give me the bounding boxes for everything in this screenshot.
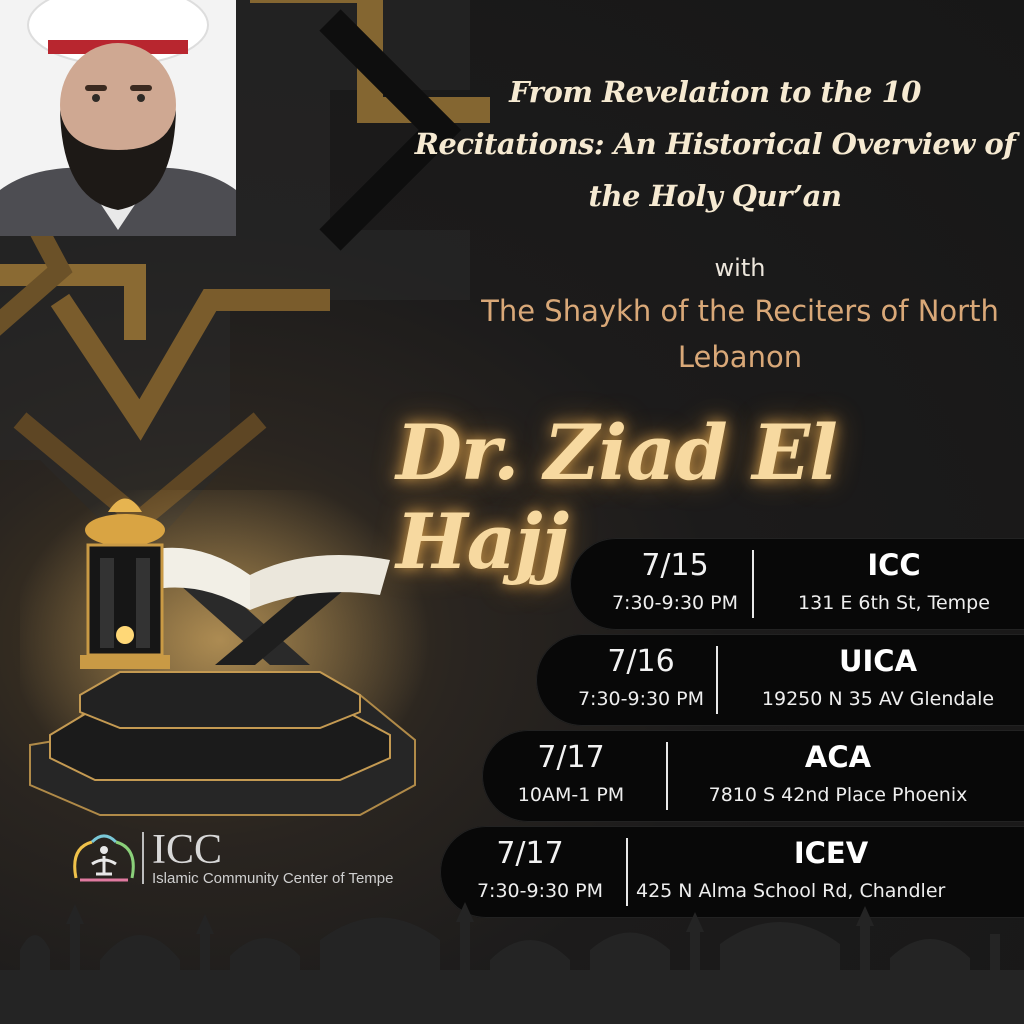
event-row [570,538,1024,630]
event-time: 10AM-1 PM [517,784,625,806]
speaker-photo [0,0,236,236]
icc-logo [70,826,430,896]
row-divider [626,838,628,906]
event-date: 7/17 [496,836,564,871]
event-date: 7/16 [607,644,675,679]
with-label: with [714,254,766,282]
event-date: 7/15 [641,548,709,583]
speaker-name: Dr. Ziad El Hajj [396,408,837,586]
event-address: 425 N Alma School Rd, Chandler [636,880,946,902]
event-venue: UICA [838,644,918,678]
row-divider [716,646,718,714]
event-venue: ICC [867,548,921,582]
event-address: 19250 N 35 AV Glendale [761,688,995,710]
event-venue: ACA [804,740,872,774]
quran-stand-illustration [20,490,480,830]
lantern-icon [80,499,170,670]
lecture-title: From Revelation to the 10 Recitations: An Historical Overview of the Holy Qur’an [414,75,1016,213]
event-time: 7:30-9:30 PM [476,880,604,902]
event-venue: ICEV [793,836,869,870]
event-row [536,634,1024,726]
icc-logo-icon [70,828,138,890]
event-address: 7810 S 42nd Place Phoenix [708,784,968,806]
event-time: 7:30-9:30 PM [577,688,705,710]
row-divider [666,742,668,810]
mosque-skyline [0,900,1024,1024]
speaker-subtitle: The Shaykh of the Reciters of North Lebanon [481,294,999,374]
row-divider [752,550,754,618]
event-time: 7:30-9:30 PM [611,592,739,614]
event-row [482,730,1024,822]
logo-divider [142,832,144,884]
event-address: 131 E 6th St, Tempe [798,592,990,614]
logo-name: ICC [152,827,223,873]
logo-subtitle: Islamic Community Center of Tempe [152,870,394,887]
event-date: 7/17 [537,740,605,775]
